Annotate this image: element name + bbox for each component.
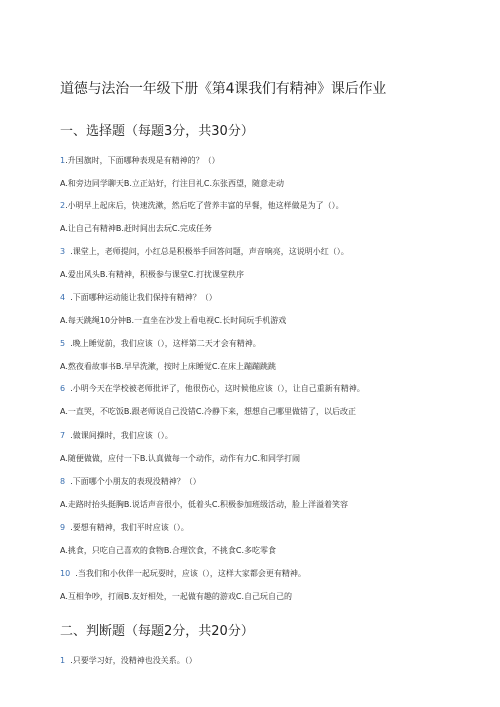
page-title: 道德与法治一年级下册《第4课我们有精神》课后作业: [60, 81, 387, 97]
question-text: .做课间操时，我们应该（）。: [70, 431, 173, 440]
question-text: .课堂上，老师提问，小红总是积极举手回答问题，声音响亮，这说明小红（）。: [70, 247, 349, 256]
question-number: 9: [60, 523, 66, 532]
question-text: .只要学习好，没精神也没关系。（）: [70, 656, 197, 665]
question-stem: [60, 339, 261, 349]
question-stem: [60, 156, 220, 166]
question-number: 10: [60, 569, 71, 578]
question-stem: [60, 247, 349, 257]
question-stem: [60, 384, 365, 394]
question-stem: [60, 293, 217, 303]
question-options: A.随便做做，应付一下B.认真做每一个动作，动作有力C.和同学打闹: [60, 454, 301, 463]
question-number: 1: [60, 656, 66, 665]
question-options: A.和旁边同学聊天B.立正站好，行注目礼C.东张西望，随意走动: [60, 179, 285, 188]
section-heading-judgement: 二、判断题（每题2分，共20分）: [60, 624, 254, 639]
question-stem: [60, 656, 197, 666]
question-text: .下面哪个小朋友的表现没精神？（）: [70, 477, 201, 486]
question-text: .要想有精神，我们平时应该（）。: [70, 523, 189, 532]
question-number: 8: [60, 477, 66, 486]
question-text: .晚上睡觉前，我们应该（），这样第二天才会有精神。: [70, 339, 261, 348]
question-stem: [60, 201, 344, 211]
question-stem: [60, 431, 173, 441]
question-number: 2: [60, 201, 66, 210]
question-options: A.每天跳绳10分钟B.一直坐在沙发上看电视C.长时间玩手机游戏: [60, 316, 287, 325]
question-number: 1: [60, 156, 66, 165]
question-number: 4: [60, 293, 66, 302]
question-number: 3: [60, 247, 66, 256]
question-options: A.一直哭，不吃饭B.跟老师说自己没错C.冷静下来，想想自己哪里做错了，以后改正: [60, 407, 357, 416]
question-number: 7: [60, 431, 66, 440]
question-number: 6: [60, 384, 66, 393]
question-options: A.挑食，只吃自己喜欢的食物B.合理饮食，不挑食C.多吃零食: [60, 546, 277, 555]
question-options: A.熬夜看故事书B.早早洗漱，按时上床睡觉C.在床上蹦蹦跳跳: [60, 362, 277, 371]
question-text: .当我们和小伙伴一起玩耍时，应该（），这样大家都会更有精神。: [75, 569, 306, 578]
question-stem: [60, 477, 201, 487]
question-text: .小明今天在学校被老师批评了，他很伤心，这时候他应该（），让自己重新有精神。: [70, 384, 365, 393]
question-options: A.走路时抬头挺胸B.说话声音很小，低着头C.积极参加班级活动，脸上洋溢着笑容: [60, 500, 349, 509]
question-text: .升国旗时，下面哪种表现是有精神的？（）: [65, 156, 220, 165]
question-options: A.让自己有精神B.赶时间出去玩C.完成任务: [60, 224, 213, 233]
question-text: .下面哪种运动能让我们保持有精神？（）: [70, 293, 217, 302]
question-number: 5: [60, 339, 66, 348]
question-stem: [60, 569, 306, 579]
section-heading-choice: 一、选择题（每题3分，共30分）: [60, 124, 254, 139]
question-options: A.爱出风头B.有精神，积极参与课堂C.打扰课堂秩序: [60, 270, 245, 279]
question-options: A.互相争吵，打闹B.友好相处，一起做有趣的游戏C.自己玩自己的: [60, 592, 293, 601]
question-text: .小明早上起床后，快速洗漱，然后吃了营养丰富的早餐，他这样做是为了（）。: [65, 201, 344, 210]
question-stem: [60, 523, 189, 533]
